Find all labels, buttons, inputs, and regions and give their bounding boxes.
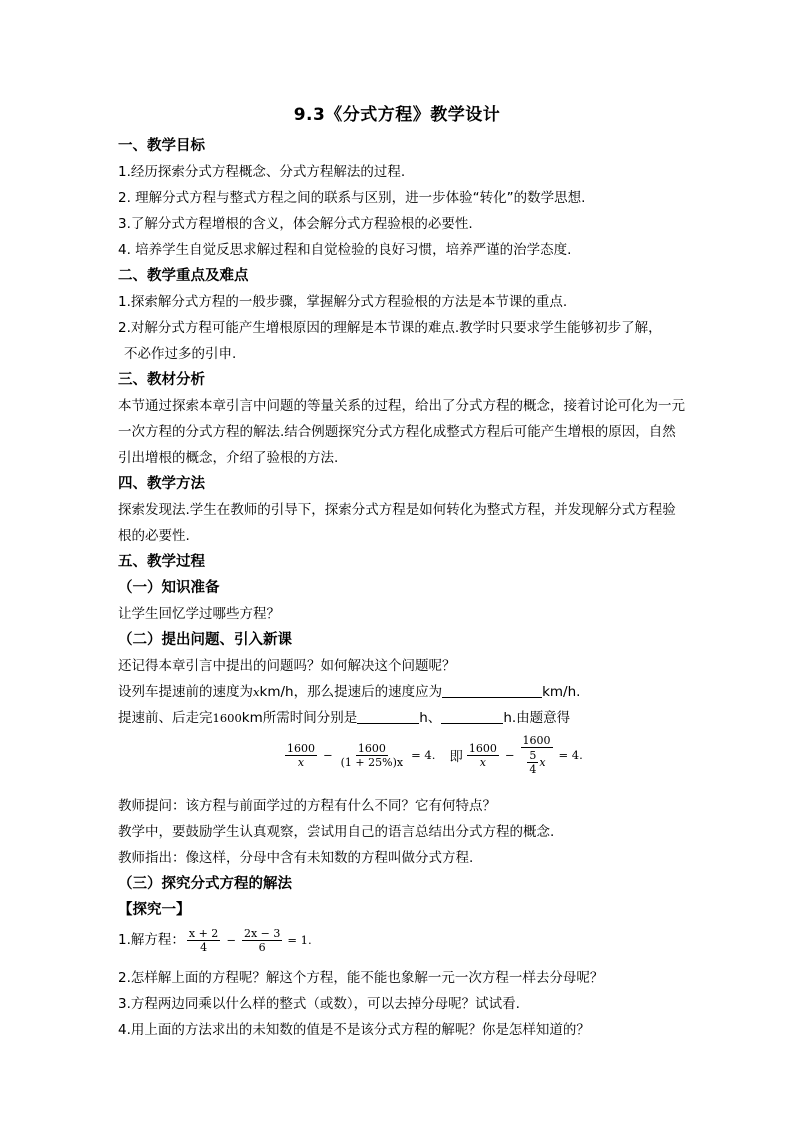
fraction-compound: 1600 $\frac{5}{4}$ x	[522, 734, 551, 776]
fraction: $\frac{1600}{x}$	[287, 741, 315, 769]
fraction: $\frac{1600}{(1 + 25\%)x}$	[340, 741, 404, 769]
equation-display	[283, 734, 587, 776]
question-4: 4.用上面的方法求出的未知数的值是不是该分式方程的解呢？你是怎样知道的？	[118, 1022, 590, 1038]
text: km/h，那么提速后的速度应为	[259, 684, 443, 700]
text: h.由题意得	[503, 710, 571, 726]
minus-sign: −	[504, 748, 515, 762]
fraction: $\frac{x + 2}{4}$	[188, 926, 219, 954]
text: km所需时间分别是	[241, 710, 358, 726]
key-point-1: 1.探索解分式方程的一般步骤，掌握解分式方程验根的方法是本节课的重点.	[118, 294, 568, 310]
objective-2: 2. 理解分式方程与整式方程之间的联系与区别，进一步体验“转化”的数学思想.	[118, 190, 586, 206]
fill-blank[interactable]	[441, 709, 503, 724]
introduce-text-2	[118, 682, 580, 702]
teacher-points: 教师指出：像这样，分母中含有未知数的方程叫做分式方程.	[118, 850, 474, 866]
introduce-text-3	[118, 708, 570, 728]
equals-value: = 4.	[411, 748, 436, 762]
key-point-2-cont: 不必作过多的引申.	[124, 346, 237, 362]
introduce-text-1: 还记得本章引言中提出的问题吗？如何解决这个问题呢？	[118, 658, 456, 674]
method-line-2: 根的必要性.	[118, 528, 190, 544]
text: h、	[419, 710, 442, 726]
method-line-1: 探索发现法.学生在教师的引导下，探索分式方程是如何转化为整式方程，并发现解分式方程验	[118, 502, 676, 518]
minus-sign: −	[323, 748, 333, 762]
subheading-explore: （三）探究分式方程的解法	[118, 876, 292, 892]
fill-blank[interactable]	[442, 683, 542, 698]
teaching-note: 教学中，要鼓励学生认真观察，尝试用自己的语言总结出分式方程的概念.	[118, 824, 555, 840]
question-3: 3.方程两边同乘以什么样的整式（或数），可以去掉分母呢？试试看.	[118, 996, 520, 1012]
fill-blank[interactable]	[357, 709, 419, 724]
number: 1600	[212, 711, 242, 725]
subheading-introduce: （二）提出问题、引入新课	[118, 632, 292, 648]
material-line-2: 一次方程的分式方程的解法.结合例题探究分式方程化成整式方程后可能产生增根的原因，自然	[118, 424, 676, 440]
section-heading-method: 四、教学方法	[118, 476, 205, 492]
minus-sign: −	[226, 933, 236, 947]
key-point-2: 2.对解分式方程可能产生增根原因的理解是本节课的难点.教学时只要求学生能够初步了解，	[118, 320, 662, 336]
text: km/h.	[542, 684, 581, 700]
explore-1-heading: 【探究一】	[118, 902, 191, 918]
question-2: 2.怎样解上面的方程呢？解这个方程，能不能也象解一元一次方程一样去分母呢？	[118, 970, 604, 986]
document-title: 9.3《分式方程》教学设计	[293, 105, 501, 125]
objective-1: 1.经历探索分式方程概念、分式方程解法的过程.	[118, 164, 406, 180]
text: 1.解方程：	[118, 932, 185, 948]
objective-3: 3.了解分式方程增根的含义，体会解分式方程验根的必要性.	[118, 216, 473, 232]
section-heading-key-points: 二、教学重点及难点	[118, 268, 249, 284]
section-heading-objectives: 一、教学目标	[118, 138, 205, 154]
section-heading-material: 三、教材分析	[118, 372, 205, 388]
objective-4: 4. 培养学生自觉反思求解过程和自觉检验的良好习惯，培养严谨的治学态度.	[118, 242, 572, 258]
preparation-text: 让学生回忆学过哪些方程？	[118, 606, 280, 622]
teacher-question: 教师提问：该方程与前面学过的方程有什么不同？它有何特点？	[118, 798, 496, 814]
equals-value: = 4.	[558, 748, 583, 762]
section-heading-process: 五、教学过程	[118, 554, 205, 570]
text: 即	[449, 749, 463, 765]
text: 设列车提速前的速度为	[118, 684, 253, 700]
var-x: x	[253, 685, 260, 699]
equals-value: = 1.	[287, 933, 312, 947]
text: 提速前、后走完	[118, 710, 213, 726]
question-1	[118, 927, 312, 953]
subheading-preparation: （一）知识准备	[118, 580, 220, 596]
material-line-1: 本节通过探索本章引言中问题的等量关系的过程，给出了分式方程的概念，接着讨论可化为一元	[118, 398, 685, 414]
fraction: $\frac{2x - 3}{6}$	[243, 926, 281, 954]
fraction: $\frac{1600}{x}$	[468, 741, 497, 769]
material-line-3: 引出增根的概念，介绍了验根的方法.	[118, 450, 339, 466]
